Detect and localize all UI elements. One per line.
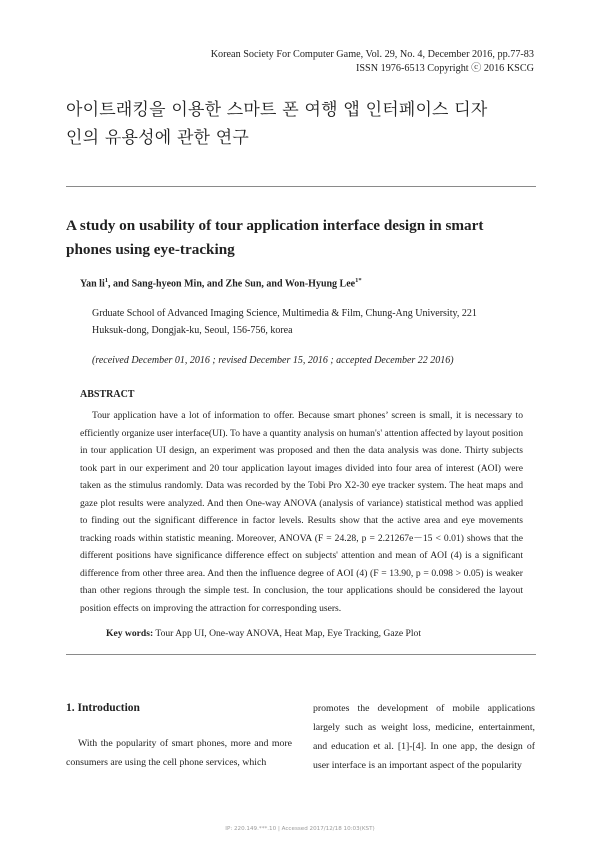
- korean-title-line-2: 인의 유용성에 관한 연구: [66, 128, 250, 148]
- corresponding-author-mark: 1*: [355, 277, 362, 284]
- affiliation: [92, 305, 522, 339]
- bottom-divider: [66, 654, 536, 655]
- korean-title-line-1: 아이트래킹을 이용한 스마트 폰 여행 앱 인터페이스 디자: [66, 100, 488, 120]
- author-1: Yan li: [80, 278, 105, 290]
- journal-citation: Korean Society For Computer Game, Vol. 29, No. 4, December 2016, pp.77-83: [210, 49, 534, 60]
- issn-copyright: ISSN 1976-6513 Copyright ⓒ 2016 KSCG: [355, 63, 534, 74]
- other-authors: , and Sang-hyeon Min, and Zhe Sun, and Won-Hyung Lee: [107, 278, 356, 290]
- keywords: [106, 628, 421, 639]
- intro-left-column: With the popularity of smart phones, more and more consumers are using the cell phone services, which: [66, 738, 292, 768]
- english-title-line-2: phones using eye-tracking: [66, 241, 235, 258]
- access-footer: IP: 220.149.***.10 | Accessed 2017/12/18 10:03(KST): [225, 826, 375, 832]
- abstract-body: Tour application have a lot of information to offer. Because smart phones’ screen is small, it is necessary to efficiently organize user interface(UI). To have a quantity analysis on human's' attention affected by layout position in tour application UI design, an experiment was proposed and then the data analysis was done. Thirty subjects took part in our experiment and 20 tour application layout images divided into four area of interest (AOI) were taken as the stimulus randomly. Data was recorded by the Tobi Pro X2-30 eye tracker system. The heat maps and gaze plot results were analyzed. And then One-way ANOVA (analysis of variance) statistical method was applied to finding out the significant difference in factor levels. Results show that the active area and eye movements tracking roads within statistic meaning. Moreover, ANOVA (F = 24.28, p = 2.21267e－15 < 0.01) shows that the different positions have significance difference effect on subjects' attention and mean of AOI (4) is a significant difference from other three area. And then the influence degree of AOI (4) (F = 13.90, p = 0.098 > 0.05) is weaker than other regions through the simple test. In conclusion, the tour applications should be considered the layout position effects on improving the attraction for corresponding users.: [80, 410, 523, 614]
- affiliation-line-2: Huksuk-dong, Dongjak-ku, Seoul, 156-756, korea: [92, 325, 293, 336]
- english-title: [66, 214, 496, 262]
- top-divider: [66, 186, 536, 187]
- section-heading-introduction: 1. Introduction: [66, 702, 140, 714]
- korean-title: [66, 96, 536, 152]
- affiliation-line-1: Grduate School of Advanced Imaging Science, Multimedia & Film, Chung-Ang University, 221: [92, 308, 477, 319]
- submission-dates: (received December 01, 2016 ; revised December 15, 2016 ; accepted December 22 2016): [92, 355, 454, 366]
- author-list: [80, 277, 362, 289]
- journal-header: [211, 48, 534, 76]
- english-title-line-1: A study on usability of tour application interface design in smart: [66, 217, 484, 234]
- keywords-text: Tour App UI, One-way ANOVA, Heat Map, Eye Tracking, Gaze Plot: [153, 628, 421, 639]
- abstract-heading: ABSTRACT: [80, 389, 135, 400]
- intro-right-column: promotes the development of mobile applications largely such as weight loss, medicine, entertainment, and education et al. [1]-[4]. In one app, the design of user interface is an important aspect of the popularity: [313, 703, 535, 771]
- keywords-label: Key words:: [106, 628, 154, 639]
- author-1-affil-mark: 1: [104, 277, 108, 284]
